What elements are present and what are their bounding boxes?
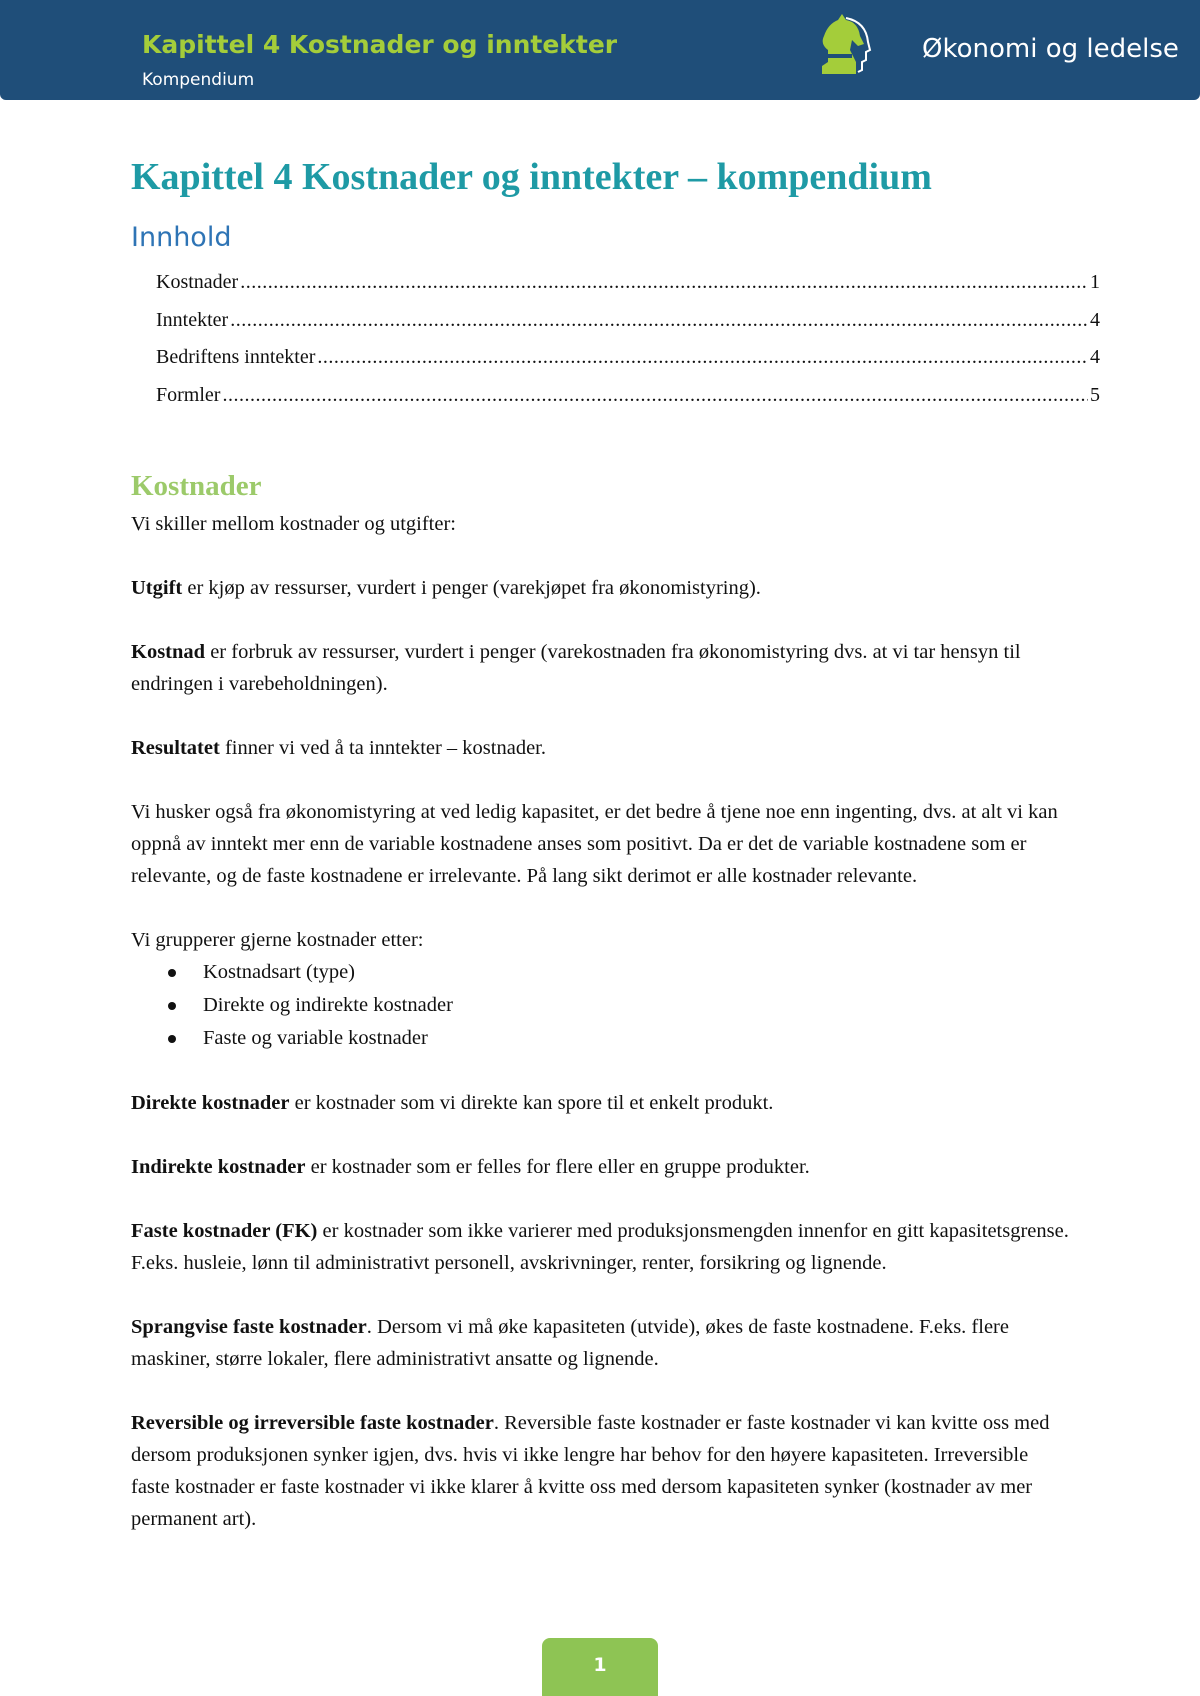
document-body <box>131 150 1100 1535</box>
toc-entry-page: 5 <box>1090 383 1100 406</box>
definition-text: . Dersom vi må øke kapasiteten (utvide), økes de faste kostnadene. F.eks. flere maskiner, større lokaler, flere administrativt ansatte og lignende. <box>131 1316 1009 1370</box>
term-direkte: Direkte kostnader <box>131 1092 290 1114</box>
page-header <box>0 0 1200 100</box>
toc-leader-dots <box>230 302 1088 340</box>
list-item: Faste og variable kostnader <box>203 1022 1071 1055</box>
capacity-paragraph: Vi husker også fra økonomistyring at ved ledig kapasitet, er det bedre å tjene noe enn ingenting, dvs. at alt vi kan oppnå av inntekt mer enn de variable kostnadene anses som positivt. Da er det de variable kostnadene som er relevante, og de faste kostnadene er irrelevante. På lang sikt derimot er alle kostnader relevante. <box>131 801 1058 887</box>
term-sprangvise: Sprangvise faste kostnader <box>131 1316 367 1338</box>
definition-text: . Reversible faste kostnader er faste kostnader vi kan kvitte oss med dersom produksjonen synker igjen, dvs. hvis vi ikke lengre har behov for den høyere kapasiteten. Irreversible faste kostnader er faste kostnader vi ikke klarer å kvitte oss med dersom kapasiteten synker (kostnader av mer permanent art). <box>131 1412 1050 1530</box>
term-kostnad: Kostnad <box>131 641 206 663</box>
toc-entry-page: 4 <box>1090 308 1100 331</box>
header-chapter-title: Kapittel 4 Kostnader og inntekter <box>142 30 618 59</box>
toc-leader-dots <box>317 339 1088 377</box>
toc-entry-kostnader[interactable] <box>156 264 1100 302</box>
header-subtitle: Kompendium <box>142 70 255 90</box>
definition-resultatet <box>131 732 1071 764</box>
definition-text: finner vi ved å ta inntekter – kostnader. <box>219 737 547 759</box>
chess-knight-head-icon <box>812 10 872 80</box>
page-number-tab <box>542 1638 658 1696</box>
toc-entry-label: Bedriftens inntekter <box>156 346 316 368</box>
list-item: Direkte og indirekte kostnader <box>203 989 1071 1022</box>
definition-text: er kostnader som vi direkte kan spore til et enkelt produkt. <box>289 1092 774 1114</box>
table-of-contents <box>156 264 1100 414</box>
toc-entry-inntekter[interactable] <box>156 302 1100 340</box>
toc-entry-bedriftens-inntekter[interactable] <box>156 339 1100 377</box>
toc-leader-dots <box>240 264 1088 302</box>
grouping-list <box>131 956 1071 1055</box>
definition-sprangvise <box>131 1311 1071 1375</box>
section-heading-kostnader: Kostnader <box>131 470 262 502</box>
term-reversible: Reversible og irreversible faste kostnader <box>131 1412 494 1434</box>
definition-faste <box>131 1215 1071 1279</box>
definition-text: er kostnader som ikke varierer med produksjonsmengden innenfor en gitt kapasitetsgrense. F.eks. husleie, lønn til administrativt personell, avskrivninger, renter, forsikring og lignende. <box>131 1220 1069 1274</box>
header-brand: Økonomi og ledelse <box>922 34 1179 64</box>
toc-entry-page: 1 <box>1090 271 1100 293</box>
definition-kostnad <box>131 636 1071 700</box>
definition-indirekte <box>131 1151 1071 1183</box>
toc-leader-dots <box>222 377 1088 415</box>
intro-paragraph: Vi skiller mellom kostnader og utgifter: <box>131 513 456 535</box>
document-title: Kapittel 4 Kostnader og inntekter – kompendium <box>131 156 932 198</box>
page-number: 1 <box>593 1654 607 1676</box>
term-resultatet: Resultatet <box>131 737 220 759</box>
term-indirekte: Indirekte kostnader <box>131 1156 306 1178</box>
definition-text: er forbruk av ressurser, vurdert i penger (varekostnaden fra økonomistyring dvs. at vi tar hensyn til endringen i varebeholdningen). <box>131 641 1021 695</box>
definition-direkte <box>131 1087 1071 1119</box>
list-item: Kostnadsart (type) <box>203 956 1071 989</box>
definition-utgift <box>131 572 1071 604</box>
definition-reversible <box>131 1407 1071 1535</box>
definition-text: er kjøp av ressurser, vurdert i penger (varekjøpet fra økonomistyring). <box>182 577 761 599</box>
toc-entry-page: 4 <box>1090 346 1100 368</box>
toc-entry-label: Formler <box>156 383 221 406</box>
toc-entry-label: Kostnader <box>156 271 239 293</box>
toc-heading: Innhold <box>131 222 232 253</box>
grouping-intro: Vi grupperer gjerne kostnader etter: <box>131 929 424 951</box>
definition-text: er kostnader som er felles for flere eller en gruppe produkter. <box>305 1156 810 1178</box>
toc-entry-formler[interactable] <box>156 377 1100 415</box>
term-faste: Faste kostnader (FK) <box>131 1220 318 1242</box>
toc-entry-label: Inntekter <box>156 308 229 331</box>
term-utgift: Utgift <box>131 577 183 599</box>
